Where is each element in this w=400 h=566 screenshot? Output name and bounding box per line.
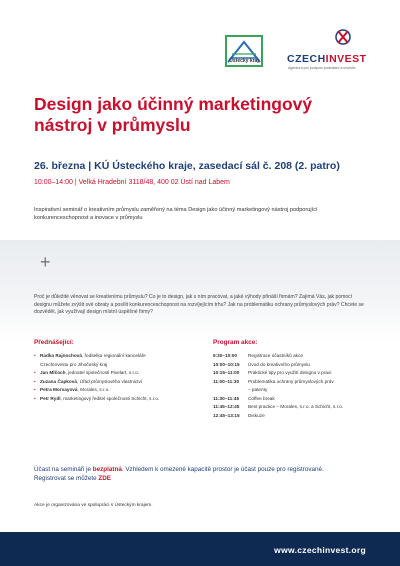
speaker-item: • Zuzana Čapková, Úřad průmyslového vlastnictví [34, 378, 204, 387]
program-row: 12:45–13:15 Diskuze [213, 412, 265, 418]
program-row: 9:30–10:00 Registrace účastníků akce [213, 353, 303, 358]
czechinvest-emblem-icon [318, 28, 368, 46]
speakers-heading: Přednášející: [34, 339, 74, 346]
event-date-venue: 26. března | KÚ Ústeckého kraje, zasedací sál č. 208 (2. patro) [34, 160, 340, 172]
background-band [0, 240, 400, 340]
organizer-note: Akce je organizována ve spolupráci s Ústeckým krajem. [34, 503, 153, 508]
czechinvest-tagline: Agentura pro podporu podnikání a investic [288, 66, 356, 70]
speaker-item: • Petra Morvayová, Morales, s.r.o. [34, 386, 204, 395]
program-row: – patenty [248, 387, 268, 392]
intro-text: Inspirativní seminář o kreativním průmyslu zaměřený na téma Design jako účinný marketingový nástroj podporující konkurenceschopnost a inovace v průmyslu [34, 207, 318, 222]
region-logo-label: Ústecký kraj [229, 58, 259, 64]
registration-note: Účast na semináři je bezplatná. Vzhledem k omezené kapacitě prostor je účast pouze pro registrované. Registrovat se můžete ZDE [34, 466, 324, 482]
speaker-item: • Petr Rydl, marketingový ředitel společnosti Schicht, s.r.o. [34, 395, 204, 404]
program-heading: Program akce: [213, 339, 258, 346]
program-row: 11:30–11:45 Coffee break [213, 395, 275, 401]
plus-icon: + [40, 252, 51, 272]
speaker-item: • Radka Rajnochová, ředitelka regionální kanceláře [34, 352, 204, 361]
program-list [213, 352, 383, 420]
website-link[interactable]: www.czechinvest.org [274, 545, 366, 555]
speakers-list [34, 352, 204, 403]
page-title: Design jako účinný marketingový nástroj v průmyslu [34, 94, 313, 135]
program-row: 10:15–11:00 Praktické tipy pro využití designu v praxi [213, 370, 332, 375]
program-row: 11:00–11:30 Problematika ochrany průmyslových práv [213, 378, 334, 384]
speaker-item: • Jan Mlčoch, jednatel společnosti Pixelart, s.r.o. [34, 369, 204, 378]
event-time-address: 10:00–14:00 | Velká Hradební 3118/48, 400 02 Ústí nad Labem [34, 179, 230, 186]
questions-paragraph: Proč je důležité věnovat se kreativnímu průmyslu? Co je to design, jak s ním pracovat, a jaké výhody přináší firmám? Zajímá Vás, jak pomocí designu můžete zvýšit své obraty a posílit konkurenceschopnost na rozvíjejícím trhu? Jak na problematiku ochrany průmyslových práv? Chcete se dozvědět, jak využívají design místní úspěšné firmy? [34, 294, 364, 315]
free-badge: bezplatná [92, 466, 122, 473]
register-link[interactable]: ZDE [98, 475, 112, 482]
program-row: 11:45–12:45 Best practice – Morales, s.r.o. a Schicht, s.r.o. [213, 404, 344, 409]
czechinvest-logo: CZECHINVEST [287, 53, 367, 65]
program-row: 10:00–10:15 Úvod do kreativního průmyslu [213, 361, 311, 367]
speaker-item: CzechInvestu pro Jihočeský kraj [40, 361, 108, 367]
